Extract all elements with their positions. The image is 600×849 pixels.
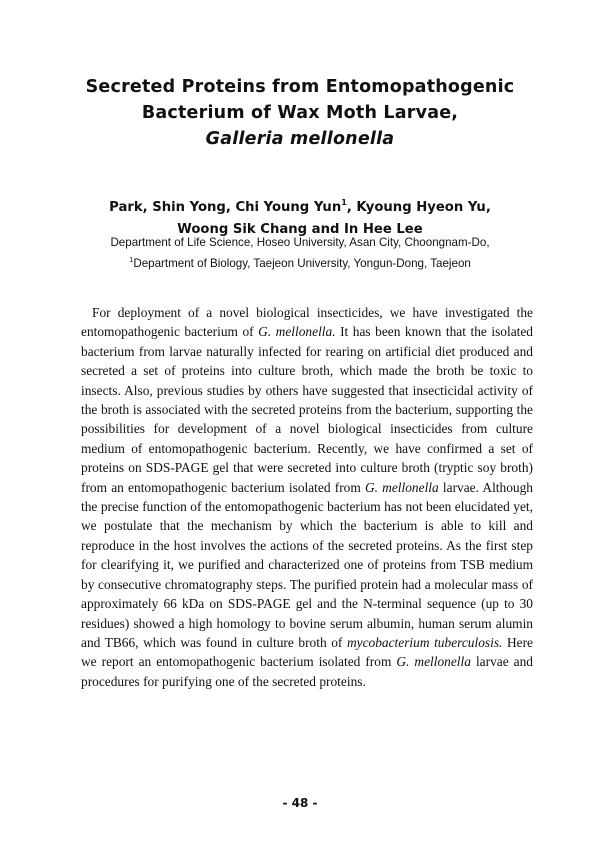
author-names-a: Park, Shin Yong, Chi Young Yun — [109, 200, 342, 215]
abstract — [81, 303, 533, 691]
species-name-2: G. mellonella — [364, 479, 439, 495]
author-names-b: , Kyoung Hyeon Yu, — [346, 200, 491, 215]
abstract-paragraph — [81, 303, 533, 691]
author-affil-marker: 1 — [341, 198, 347, 207]
author-line-1 — [40, 192, 560, 219]
species-name-4: G. mellonella — [396, 654, 471, 670]
affiliation-2 — [40, 251, 560, 272]
affiliations — [40, 234, 560, 272]
paper-title — [40, 74, 560, 152]
title-line-1: Secreted Proteins from Entomopathogenic — [85, 77, 515, 97]
abstract-text-1: For deployment of a novel biological insecticides, we have investigated the entomopathogenic bacterium of — [81, 305, 533, 340]
page-number: - 48 - — [282, 796, 318, 810]
abstract-text-3: larvae. Although the precise function of the entomopathogenic bacterium has not been elucidated yet, we postulate that the mechanism by which the bacterium is able to kill and reproduce in the host involves the actions of the secreted proteins. As the first step for clearifying it, we purified and characterized one of proteins from TSB medium by consecutive chromatography steps. The purified protein had a molecular mass of approximately 66 kDa on SDS-PAGE gel and the N-terminal sequence (up to 30 residues) showed a high homology to bovine serum albumin, human serum alumin and TB66, which was found in culture broth of — [81, 479, 534, 650]
author-line-2: Woong Sik Chang and In Hee Lee — [177, 222, 423, 237]
affiliation-marker: 1 — [129, 255, 134, 264]
affiliation-1: Department of Life Science, Hoseo University, Asan City, Choongnam-Do, — [110, 236, 490, 249]
abstract-text-2: It has been known that the isolated bacterium from larvae naturally infected for rearing on artificial diet produced and secreted a set of proteins into culture broth, which made the broth be toxic to insects. Also, previous studies by others have suggested that insecticidal activity of the broth is associated with the secreted proteins from the bacterium, supporting the possibilities for development of a novel biological insecticides from culture medium of entomopathogenic bacterium. Recently, we have confirmed a set of proteins on SDS-PAGE gel that were secreted into culture broth (tryptic soy broth) from an entomopathogenic bacterium isolated from — [81, 324, 533, 495]
abstract-text-5: larvae and procedures for purifying one of the secreted proteins. — [81, 654, 533, 689]
abstract-text-4: Here we report an entomopathogenic bacterium isolated from — [81, 634, 534, 670]
species-name-1: G. mellonella. — [258, 324, 336, 340]
title-line-3: Galleria mellonella — [205, 129, 395, 149]
species-name-3: mycobacterium tuberculosis. — [346, 634, 503, 650]
affiliation-2-text: Department of Biology, Taejeon University, Yongun-Dong, Taejeon — [133, 257, 471, 270]
title-line-2: Bacterium of Wax Moth Larvae, — [141, 103, 459, 123]
